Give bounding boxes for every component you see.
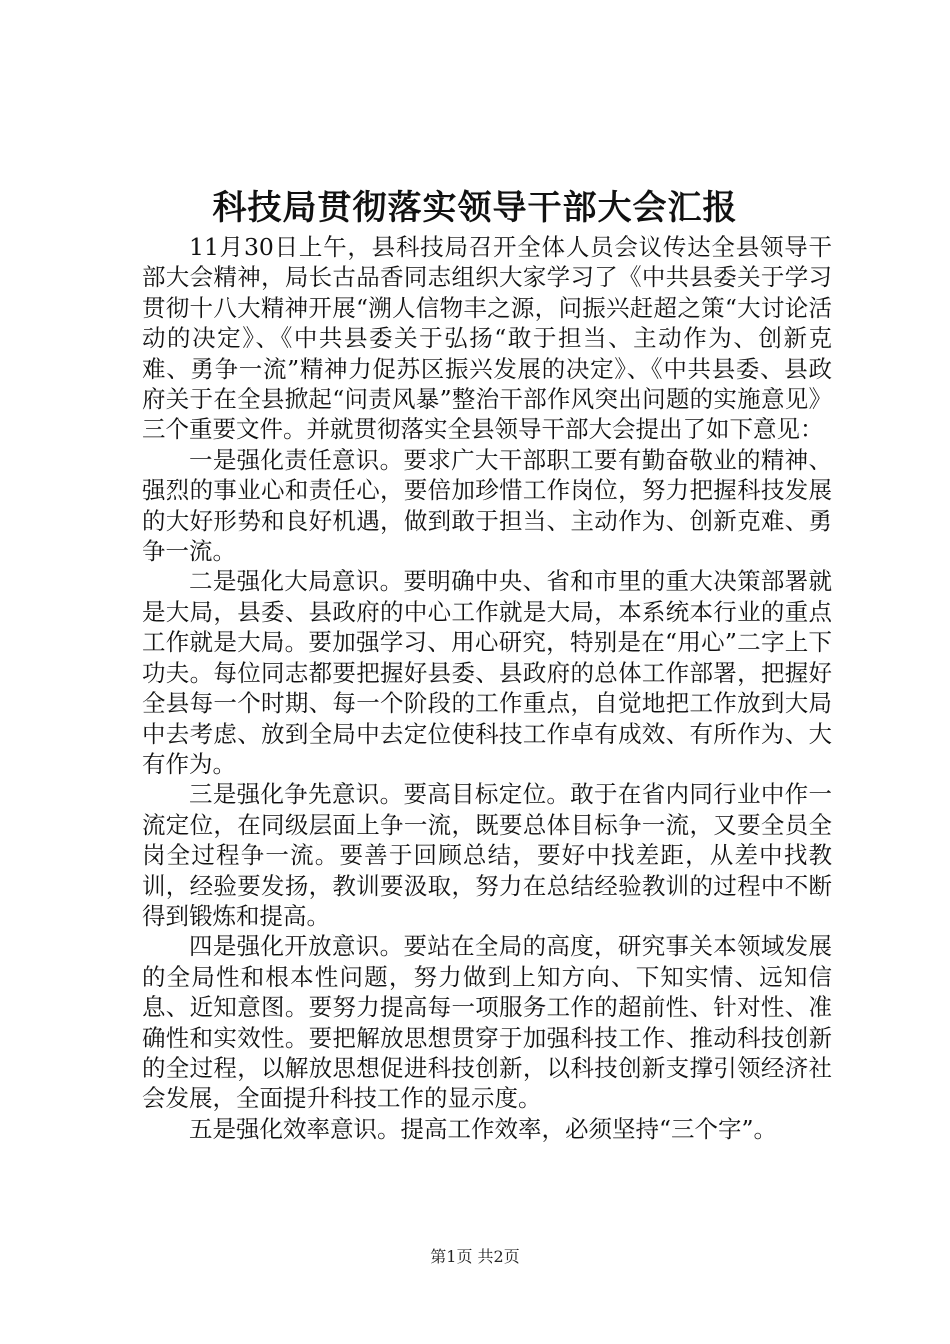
paragraph-point-5: 五是强化效率意识。提高工作效率，必须坚持“三个字”。 <box>189 1114 778 1143</box>
paragraph-point-2: 二是强化大局意识。要明确中央、省和市里的重大决策部署就是大局，县委、县政府的中心工作就是大局，本系统本行业的重点工作就是大局。要加强学习、用心研究，特别是在“用心”二字上下功夫。每位同志都要把握好县委、县政府的总体工作部署，把握好全县每一个时期、每一个阶段的工作重点，自觉地把工作放到大局中去考虑、放到全局中去定位使科技工作卓有成效、有所作为、大有作为。 <box>142 567 832 778</box>
paragraph-point-1: 一是强化责任意识。要求广大干部职工要有勤奋敬业的精神、强烈的事业心和责任心，要倍加珍惜工作岗位，努力把握科技发展的大好形势和良好机遇，做到敢于担当、主动作为、创新克难、勇争一流。 <box>142 445 832 566</box>
paragraph-point-3: 三是强化争先意识。要高目标定位。敢于在省内同行业中作一流定位，在同级层面上争一流，既要总体目标争一流，又要全员全岗全过程争一流。要善于回顾总结，要好中找差距，从差中找教训，经验要发扬，教训要汲取，努力在总结经验教训的过程中不断得到锻炼和提高。 <box>142 780 832 930</box>
document-body <box>142 232 832 1144</box>
paragraph-point-4: 四是强化开放意识。要站在全局的高度，研究事关本领域发展的全局性和根本性问题，努力做到上知方向、下知实情、远知信息、近知意图。要努力提高每一项服务工作的超前性、针对性、准确性和实效性。要把解放思想贯穿于加强科技工作、推动科技创新的全过程，以解放思想促进科技创新，以科技创新支撑引领经济社会发展，全面提升科技工作的显示度。 <box>142 932 832 1113</box>
paragraph-intro: 11月30日上午，县科技局召开全体人员会议传达全县领导干部大会精神，局长古品香同志组织大家学习了《中共县委关于学习贯彻十八大精神开展“溯人信物丰之源，问振兴赶超之策“大讨论活动的决定》、《中共县委关于弘扬“敢于担当、主动作为、创新克难、勇争一流”精神力促苏区振兴发展的决定》、《中共县委、县政府关于在全县掀起“问责风暴”整治干部作风突出问题的实施意见》三个重要文件。并就贯彻落实全县领导干部大会提出了如下意见： <box>142 233 832 444</box>
document-title: 科技局贯彻落实领导干部大会汇报 <box>212 188 738 228</box>
page-number-footer: 第1页 共2页 <box>430 1247 520 1266</box>
